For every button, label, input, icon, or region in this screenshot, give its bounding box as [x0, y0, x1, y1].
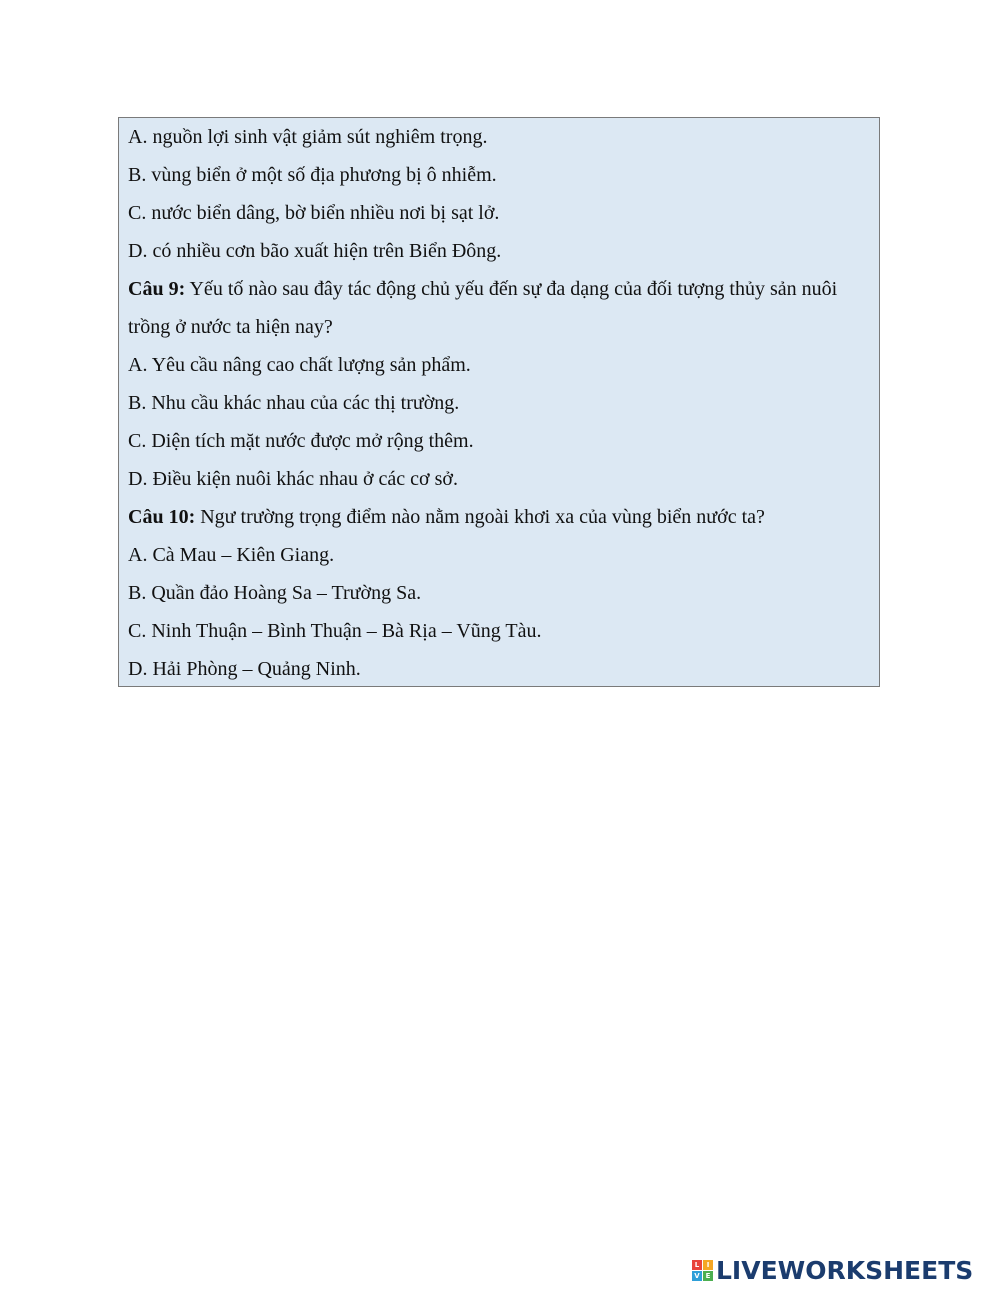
logo-letter-i: I — [703, 1260, 713, 1270]
option-q8-d: D. có nhiều cơn bão xuất hiện trên Biển Đông. — [128, 240, 502, 262]
question-9-text: Yếu tố nào sau đây tác động chủ yếu đến sự đa dạng của đối tượng thủy sản nuôi trồng ở nước ta hiện nay? — [128, 278, 838, 338]
option-q9-b: B. Nhu cầu khác nhau của các thị trường. — [128, 392, 460, 414]
option-q10-a: A. Cà Mau – Kiên Giang. — [128, 544, 335, 566]
option-q9-c: C. Diện tích mặt nước được mở rộng thêm. — [128, 430, 474, 452]
question-9 — [128, 270, 871, 346]
option-q10-b: B. Quần đảo Hoàng Sa – Trường Sa. — [128, 582, 422, 604]
option-q8-b: B. vùng biển ở một số địa phương bị ô nhiễm. — [128, 164, 497, 186]
option-q8-c: C. nước biển dâng, bờ biển nhiều nơi bị sạt lở. — [128, 202, 500, 224]
option-q9-d: D. Điều kiện nuôi khác nhau ở các cơ sở. — [128, 468, 458, 490]
logo-letter-e: E — [703, 1271, 713, 1281]
liveworksheets-logo — [692, 1256, 973, 1284]
logo-letter-l: L — [692, 1260, 702, 1270]
question-10-label: Câu 10: — [128, 506, 196, 528]
logo-text: LIVEWORKSHEETS — [716, 1255, 974, 1285]
logo-letter-v: V — [692, 1271, 702, 1281]
option-q10-c: C. Ninh Thuận – Bình Thuận – Bà Rịa – Vũng Tàu. — [128, 620, 542, 642]
question-box — [118, 117, 880, 687]
option-q10-d: D. Hải Phòng – Quảng Ninh. — [128, 658, 361, 680]
question-10 — [128, 498, 871, 536]
question-10-text: Ngư trường trọng điểm nào nằm ngoài khơi xa của vùng biển nước ta? — [195, 506, 765, 528]
option-q9-a: A. Yêu cầu nâng cao chất lượng sản phẩm. — [128, 354, 471, 376]
logo-icon — [692, 1260, 713, 1281]
question-9-label: Câu 9: — [128, 278, 186, 300]
option-q8-a: A. nguồn lợi sinh vật giảm sút nghiêm trọng. — [128, 126, 488, 148]
